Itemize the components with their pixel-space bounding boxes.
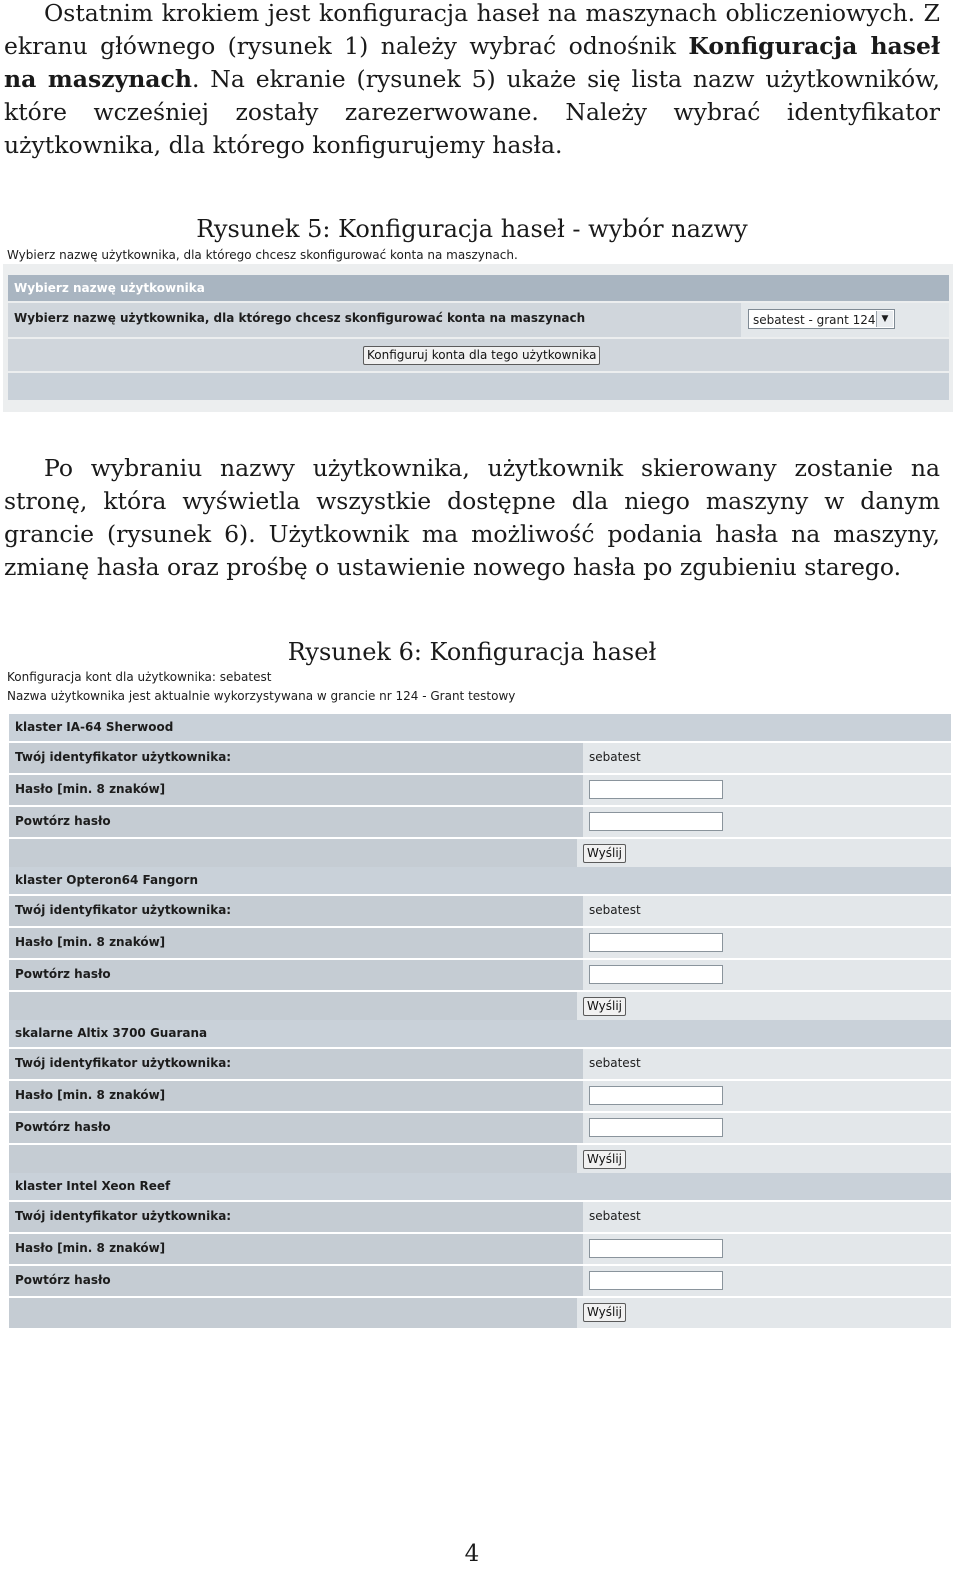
password-row [9, 773, 951, 805]
fig6-header-line1: Konfiguracja kont dla użytkownika: sebatest [7, 670, 272, 684]
repeat-password-label: Powtórz hasło [9, 807, 583, 837]
user-id-value: sebatest [583, 1049, 951, 1079]
description-text: Po wybraniu nazwy użytkownika, użytkownik skierowany zostanie na stronę, która wyświetla wszystkie dostępne dla niego maszyny w danym grancie (rysunek 6). Użytkownik ma możliwość podania hasła na maszyny, zmianę hasła oraz prośbę o ustawienie nowego hasła po zgubieniu starego. [4, 454, 940, 581]
user-id-value: sebatest [583, 743, 951, 773]
configure-accounts-button[interactable]: Konfiguruj konta dla tego użytkownika [363, 346, 600, 365]
user-id-row [9, 1200, 951, 1232]
cluster-block [9, 1020, 951, 1175]
repeat-password-input[interactable] [589, 1271, 723, 1290]
description-paragraph [4, 452, 940, 584]
password-label: Hasło [min. 8 znaków] [9, 928, 583, 958]
submit-button[interactable]: Wyślij [583, 1303, 626, 1322]
user-id-label: Twój identyfikator użytkownika: [9, 1202, 583, 1232]
repeat-password-row [9, 805, 951, 837]
repeat-password-row [9, 1264, 951, 1296]
figure-6-screenshot [3, 668, 953, 1330]
cluster-name: klaster Opteron64 Fangorn [9, 867, 951, 894]
user-id-row [9, 1047, 951, 1079]
password-input[interactable] [589, 933, 723, 952]
submit-row [9, 990, 951, 1022]
user-id-value: sebatest [583, 1202, 951, 1232]
user-id-row [9, 894, 951, 926]
submit-row [9, 837, 951, 869]
password-input[interactable] [589, 1239, 723, 1258]
user-id-value: sebatest [583, 896, 951, 926]
submit-button[interactable]: Wyślij [583, 844, 626, 863]
user-id-row [9, 741, 951, 773]
submit-row [9, 1296, 951, 1328]
user-id-label: Twój identyfikator użytkownika: [9, 1049, 583, 1079]
intro-link-name: Konfiguracja haseł na maszynach [4, 32, 940, 93]
figure-6-caption: Rysunek 6: Konfiguracja haseł [287, 638, 657, 666]
intro-paragraph [4, 0, 940, 162]
figure-5-caption: Rysunek 5: Konfiguracja haseł - wybór nazwy [196, 215, 748, 243]
submit-row [9, 1143, 951, 1175]
password-label: Hasło [min. 8 znaków] [9, 1234, 583, 1264]
repeat-password-label: Powtórz hasło [9, 1113, 583, 1143]
repeat-password-label: Powtórz hasło [9, 1266, 583, 1296]
intro-text-a: Ostatnim krokiem jest konfiguracja haseł na maszynach obliczeniowych. Z ekranu głównego (rysunek 1) należy wybrać odnośnik [4, 0, 940, 60]
page-number: 4 [464, 1541, 480, 1567]
user-id-label: Twój identyfikator użytkownika: [9, 743, 583, 773]
password-label: Hasło [min. 8 znaków] [9, 775, 583, 805]
cluster-name: klaster Intel Xeon Reef [9, 1173, 951, 1200]
password-row [9, 1232, 951, 1264]
figure-5-screenshot [3, 246, 953, 412]
password-input[interactable] [589, 1086, 723, 1105]
fig5-row-label: Wybierz nazwę użytkownika, dla którego chcesz skonfigurować konta na maszynach [14, 311, 586, 325]
repeat-password-input[interactable] [589, 965, 723, 984]
chevron-down-icon[interactable]: ▼ [876, 311, 893, 327]
repeat-password-row [9, 958, 951, 990]
repeat-password-input[interactable] [589, 812, 723, 831]
password-label: Hasło [min. 8 znaków] [9, 1081, 583, 1111]
fig5-section-title: Wybierz nazwę użytkownika [8, 275, 949, 301]
cluster-block [9, 1173, 951, 1328]
repeat-password-input[interactable] [589, 1118, 723, 1137]
password-row [9, 926, 951, 958]
cluster-block [9, 867, 951, 1022]
password-row [9, 1079, 951, 1111]
repeat-password-row [9, 1111, 951, 1143]
cluster-name: klaster IA-64 Sherwood [9, 714, 951, 741]
repeat-password-label: Powtórz hasło [9, 960, 583, 990]
password-input[interactable] [589, 780, 723, 799]
cluster-name: skalarne Altix 3700 Guarana [9, 1020, 951, 1047]
fig5-header: Wybierz nazwę użytkownika, dla którego chcesz skonfigurować konta na maszynach. [3, 246, 953, 264]
user-select-value: sebatest - grant 124 [753, 313, 876, 327]
fig5-footer-bar [8, 373, 949, 400]
submit-button[interactable]: Wyślij [583, 997, 626, 1016]
user-select[interactable] [748, 309, 895, 329]
fig6-header-line2: Nazwa użytkownika jest aktualnie wykorzystywana w grancie nr 124 - Grant testowy [7, 689, 516, 703]
user-id-label: Twój identyfikator użytkownika: [9, 896, 583, 926]
cluster-block [9, 714, 951, 869]
submit-button[interactable]: Wyślij [583, 1150, 626, 1169]
intro-text-b: . Na ekranie (rysunek 5) ukaże się lista nazw użytkowników, które wcześniej zostały zarezerwowane. Należy wybrać identyfikator użytkownika, dla którego konfigurujemy hasła. [4, 65, 940, 159]
